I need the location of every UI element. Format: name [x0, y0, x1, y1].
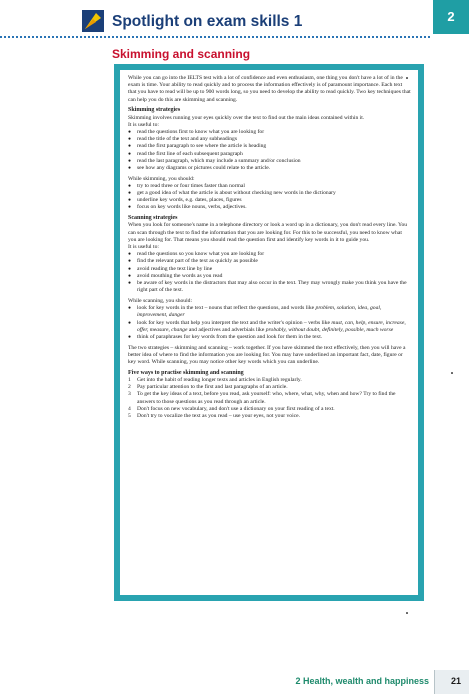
example-words: problem, solution, idea, goal, improvement, danger — [137, 305, 382, 319]
content-box — [114, 64, 424, 601]
list-item: ● see how any diagrams or pictures could relate to the article. — [128, 165, 411, 172]
print-speck — [406, 612, 408, 614]
scanning-text: When you look for someone's name in a telephone directory or look a word up in a dictionary, you don't read every line. You can scan through the text to find the information that you are looking for. For this to be successful, you need to know what you are looking for. That means you should read the question first and identify key words in it to guide you. — [128, 222, 408, 243]
section-subtitle: Skimming and scanning — [112, 47, 251, 61]
five-ways-list — [128, 377, 411, 420]
list-item-text: look for key words that help you interpret the text and the writer's opinion – verbs like — [137, 319, 331, 326]
print-speck — [406, 77, 408, 79]
page-title: Spotlight on exam skills 1 — [112, 13, 303, 30]
combined-paragraph: The two strategies – skimming and scanning – work together. If you have skimmed the text effectively, then you will have a better idea of where to find the information you are looking for. You may have underlined an important fact, date, figure or key word. While scanning, you may notice other key words which you can underline. — [128, 344, 406, 366]
intro-paragraph: While you can go into the IELTS test with a lot of confidence and even enthusiasm, one thing you don't have a lot of in the exam is time. Your ability to read quickly and to process the information effectively is of paramount importance. Each text that you have to read will be up to 900 words long, so you need to develop the ability to read quickly. Two key techniques that can help you do this are skimming and scanning. — [128, 75, 411, 103]
list-item-text: look for key words in the text – nouns that reflect the questions, and words like — [137, 305, 315, 312]
list-item — [128, 413, 411, 420]
list-item: ● read the last paragraph, which may include a summary and/or conclusion — [128, 158, 411, 165]
list-item: ● be aware of key words in the distractors that may also occur in the text. They may wrongly make you think you have the right part of the text. — [128, 280, 411, 294]
item-number: 1 — [128, 376, 131, 383]
five-ways-heading: Five ways to practise skimming and scanning — [128, 369, 244, 376]
item-number: 2 — [128, 384, 131, 391]
skimming-should-list — [128, 183, 411, 212]
skimming-heading: Skimming strategies — [128, 107, 181, 114]
list-item: ● try to read three or four times faster than normal — [128, 183, 411, 190]
list-item: ● read the questions first to know what you are looking for — [128, 129, 411, 136]
list-item: ● read the title of the text and any subheadings — [128, 136, 411, 143]
chapter-number-tab: 2 — [433, 0, 469, 34]
scanning-should-label: While scanning, you should: — [128, 297, 193, 304]
list-item: ● underline key words, e.g. dates, places, figures — [128, 197, 411, 204]
list-item: ● find the relevant part of the text as quickly as possible — [128, 258, 411, 265]
item-number: 5 — [128, 412, 131, 419]
skimming-useful-label: It is useful to: — [128, 121, 159, 128]
list-item: ● read the questions so you know what you are looking for — [128, 251, 411, 258]
item-text: Don't focus on new vocabulary, and don't use a dictionary on your first reading of a text. — [137, 405, 335, 412]
unit-title: 2 Health, wealth and happiness — [295, 676, 429, 686]
skimming-useful-list — [128, 129, 411, 172]
list-item: ● focus on key words like nouns, verbs, adjectives. — [128, 204, 411, 211]
list-item: ● read the first line of each subsequent paragraph — [128, 151, 411, 158]
example-words: probably, without doubt, definitely, possible, much worse — [265, 326, 394, 333]
page-number: 21 — [450, 676, 461, 686]
spotlight-logo-icon — [82, 10, 104, 32]
item-number: 3 — [128, 391, 131, 398]
skimming-should-label: While skimming, you should: — [128, 175, 195, 182]
list-item: ● get a good idea of what the article is about without checking new words in the dictionary — [128, 190, 411, 197]
list-item — [128, 305, 411, 319]
list-item — [128, 406, 411, 413]
list-item: ● avoid reading the text line by line — [128, 266, 411, 273]
item-number: 4 — [128, 405, 131, 412]
item-text: To get the key ideas of a text, before you read, ask yourself: who, where, what, why, when and how? Try to find the answers to those questions as you read through an article. — [137, 391, 396, 405]
list-item — [128, 391, 411, 405]
content-box-body — [120, 70, 418, 595]
example-words: must, can, help, ensure, increase, offer, measure, change — [137, 319, 406, 333]
item-text: Don't try to vocalize the text as you read – use your eyes, not your voice. — [137, 412, 301, 419]
list-item — [128, 320, 411, 334]
skimming-text: Skimming involves running your eyes quickly over the text to find out the main ideas contained within it. — [128, 114, 365, 121]
list-item-text: and adjectives and adverbials like — [188, 326, 265, 333]
scanning-useful-list — [128, 251, 411, 294]
print-speck — [451, 372, 453, 374]
list-item: ● avoid mouthing the words as you read — [128, 273, 411, 280]
list-item: ● think of paraphrases for key words from the question and look for them in the text. — [128, 334, 411, 341]
scanning-useful-label: It is useful to: — [128, 243, 159, 250]
page-footer — [0, 672, 469, 694]
item-text: Pay particular attention to the first and last paragraphs of an article. — [137, 384, 288, 391]
scanning-heading: Scanning strategies — [128, 215, 178, 222]
item-text: Get into the habit of reading longer texts and articles in English regularly. — [137, 376, 302, 383]
scanning-should-list — [128, 305, 411, 341]
list-item: ● read the first paragraph to see where the article is heading — [128, 143, 411, 150]
title-divider — [0, 36, 430, 38]
